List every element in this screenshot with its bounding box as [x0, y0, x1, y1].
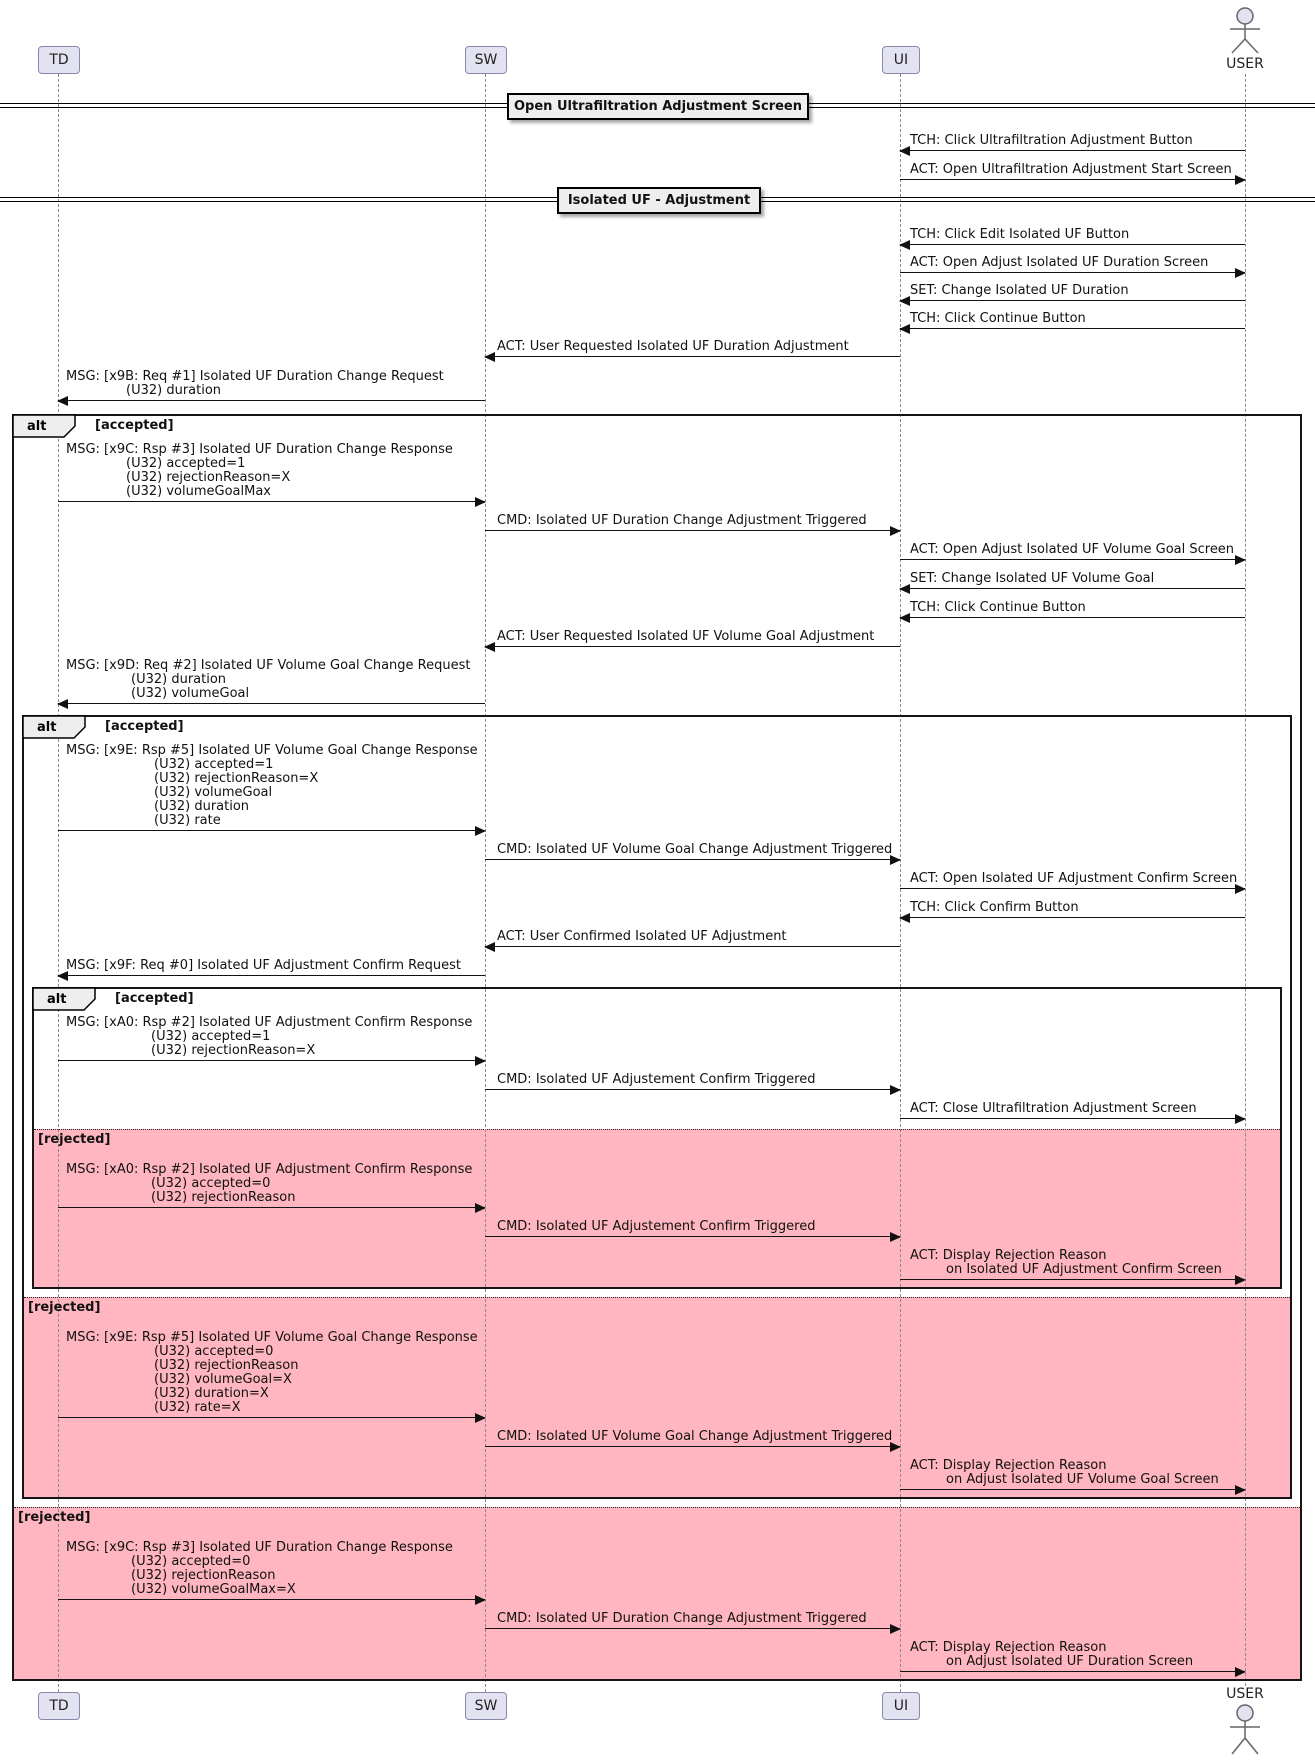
participant-sw-header — [465, 46, 507, 74]
alt2-guard-rejected: [rejected] — [28, 1300, 101, 1315]
message-label: MSG: [xA0: Rsp #2] Isolated UF Adjustment Confirm Response (U32) accepted=0 (U32) rejectionReason — [66, 1162, 473, 1205]
arrowhead-right-icon — [1235, 884, 1246, 894]
message-label: MSG: [x9E: Rsp #5] Isolated UF Volume Goal Change Response (U32) accepted=0 (U32) rejectionReason (U32) volumeGoal=X (U32) duration=X (U32) rate=X — [66, 1330, 478, 1415]
arrowhead-right-icon — [1235, 1275, 1246, 1285]
arrowhead-right-icon — [1235, 1485, 1246, 1495]
message-arrow — [485, 1089, 900, 1090]
message-label: MSG: [x9C: Rsp #3] Isolated UF Duration Change Response (U32) accepted=1 (U32) rejectionReason=X (U32) volumeGoalMax — [66, 442, 453, 499]
message-label: ACT: Open Ultrafiltration Adjustment Start Screen — [910, 162, 1232, 177]
message-arrow — [900, 1279, 1245, 1280]
message-label: SET: Change Isolated UF Duration — [910, 283, 1129, 298]
arrowhead-right-icon — [890, 1442, 901, 1452]
message-label: ACT: Display Rejection Reason on Adjust Isolated UF Duration Screen — [910, 1640, 1194, 1669]
arrowhead-left-icon — [484, 642, 495, 652]
message-arrow — [900, 179, 1245, 180]
participant-ui-header — [882, 46, 920, 74]
message-label: MSG: [x9E: Rsp #5] Isolated UF Volume Goal Change Response (U32) accepted=1 (U32) rejectionReason=X (U32) volumeGoal (U32) duration (U32) rate — [66, 743, 478, 828]
message-arrow — [900, 244, 1245, 245]
message-arrow — [58, 1060, 485, 1061]
arrowhead-left-icon — [899, 146, 910, 156]
message-label: TCH: Click Ultrafiltration Adjustment Button — [910, 133, 1193, 148]
arrowhead-right-icon — [890, 1624, 901, 1634]
message-label: SET: Change Isolated UF Volume Goal — [910, 571, 1155, 586]
message-arrow — [900, 150, 1245, 151]
message-arrow — [58, 1417, 485, 1418]
actor-user-footer-label: USER — [1226, 1686, 1264, 1702]
arrowhead-right-icon — [475, 497, 486, 507]
arrowhead-left-icon — [899, 296, 910, 306]
arrowhead-right-icon — [1235, 1114, 1246, 1124]
arrowhead-right-icon — [475, 1056, 486, 1066]
arrowhead-right-icon — [475, 1595, 486, 1605]
message-label: MSG: [xA0: Rsp #2] Isolated UF Adjustment Confirm Response (U32) accepted=1 (U32) rejectionReason=X — [66, 1015, 473, 1058]
alt1-guard-rejected: [rejected] — [18, 1510, 91, 1525]
arrowhead-left-icon — [899, 324, 910, 334]
message-arrow — [900, 1671, 1245, 1672]
message-arrow — [58, 703, 485, 704]
message-arrow — [900, 617, 1245, 618]
message-label: TCH: Click Edit Isolated UF Button — [910, 227, 1130, 242]
message-label: CMD: Isolated UF Volume Goal Change Adjustment Triggered — [497, 1429, 893, 1444]
message-arrow — [485, 946, 900, 947]
participant-td-footer — [38, 1692, 80, 1720]
message-arrow — [58, 975, 485, 976]
message-arrow — [900, 272, 1245, 273]
svg-text:alt: alt — [37, 720, 57, 735]
participant-ui-footer — [882, 1692, 920, 1720]
message-label: MSG: [x9C: Rsp #3] Isolated UF Duration Change Response (U32) accepted=0 (U32) rejectionReason (U32) volumeGoalMax=X — [66, 1540, 453, 1597]
message-label: CMD: Isolated UF Duration Change Adjustment Triggered — [497, 1611, 867, 1626]
message-arrow — [58, 1599, 485, 1600]
arrowhead-right-icon — [475, 1203, 486, 1213]
message-label: ACT: Open Adjust Isolated UF Duration Screen — [910, 255, 1209, 270]
message-arrow — [485, 646, 900, 647]
message-arrow — [900, 559, 1245, 560]
message-arrow — [58, 1207, 485, 1208]
arrowhead-left-icon — [899, 240, 910, 250]
message-label: TCH: Click Continue Button — [910, 311, 1086, 326]
divider-1-title: Open Ultrafiltration Adjustment Screen — [514, 99, 802, 114]
message-arrow — [485, 356, 900, 357]
message-arrow — [58, 830, 485, 831]
participant-td-label: TD — [49, 52, 69, 68]
message-arrow — [485, 530, 900, 531]
message-arrow — [58, 501, 485, 502]
alt3-guard-rejected: [rejected] — [38, 1132, 111, 1147]
message-label: MSG: [x9D: Req #2] Isolated UF Volume Goal Change Request (U32) duration (U32) volumeGoal — [66, 658, 471, 701]
arrowhead-right-icon — [475, 1413, 486, 1423]
message-label: ACT: User Requested Isolated UF Volume Goal Adjustment — [497, 629, 875, 644]
alt1-operator-pentagon — [12, 414, 76, 438]
message-arrow — [485, 859, 900, 860]
message-label: TCH: Click Confirm Button — [910, 900, 1079, 915]
arrowhead-left-icon — [484, 352, 495, 362]
participant-td-label: TD — [49, 1698, 69, 1714]
divider-2 — [557, 187, 761, 214]
arrowhead-right-icon — [1235, 268, 1246, 278]
message-arrow — [900, 1118, 1245, 1119]
divider-2-title: Isolated UF - Adjustment — [567, 193, 751, 208]
message-label: CMD: Isolated UF Volume Goal Change Adjustment Triggered — [497, 842, 893, 857]
divider-1 — [507, 93, 809, 120]
message-label: ACT: User Requested Isolated UF Duration Adjustment — [497, 339, 849, 354]
message-arrow — [900, 588, 1245, 589]
arrowhead-right-icon — [1235, 175, 1246, 185]
message-arrow — [900, 888, 1245, 889]
message-label: ACT: Display Rejection Reason on Adjust Isolated UF Volume Goal Screen — [910, 1458, 1219, 1487]
alt2-guard-accepted: [accepted] — [105, 719, 184, 734]
message-label: ACT: Close Ultrafiltration Adjustment Screen — [910, 1101, 1197, 1116]
arrowhead-left-icon — [899, 913, 910, 923]
participant-sw-label: SW — [474, 1698, 498, 1714]
message-label: ACT: Open Adjust Isolated UF Volume Goal Screen — [910, 542, 1235, 557]
arrowhead-left-icon — [484, 942, 495, 952]
message-label: ACT: Open Isolated UF Adjustment Confirm Screen — [910, 871, 1238, 886]
arrowhead-right-icon — [890, 1085, 901, 1095]
message-label: CMD: Isolated UF Adjustement Confirm Triggered — [497, 1072, 816, 1087]
participant-sw-label: SW — [474, 52, 498, 68]
arrowhead-right-icon — [890, 1232, 901, 1242]
message-label: MSG: [x9B: Req #1] Isolated UF Duration Change Request (U32) duration — [66, 369, 444, 398]
arrowhead-right-icon — [890, 526, 901, 536]
actor-user-header-label: USER — [1226, 56, 1264, 72]
alt3-guard-accepted: [accepted] — [115, 991, 194, 1006]
message-label: CMD: Isolated UF Duration Change Adjustment Triggered — [497, 513, 867, 528]
actor-user-icon — [1221, 1702, 1269, 1756]
message-label: CMD: Isolated UF Adjustement Confirm Triggered — [497, 1219, 816, 1234]
arrowhead-right-icon — [1235, 1667, 1246, 1677]
arrowhead-right-icon — [890, 855, 901, 865]
arrowhead-left-icon — [899, 584, 910, 594]
message-arrow — [485, 1628, 900, 1629]
participant-ui-label: UI — [893, 52, 909, 68]
message-arrow — [485, 1236, 900, 1237]
message-label: ACT: User Confirmed Isolated UF Adjustment — [497, 929, 787, 944]
actor-user-icon — [1221, 5, 1269, 55]
message-arrow — [900, 1489, 1245, 1490]
arrowhead-left-icon — [57, 396, 68, 406]
alt1-guard-accepted: [accepted] — [95, 418, 174, 433]
message-label: TCH: Click Continue Button — [910, 600, 1086, 615]
message-arrow — [900, 917, 1245, 918]
message-label: MSG: [x9F: Req #0] Isolated UF Adjustment Confirm Request — [66, 958, 461, 973]
alt2-operator-pentagon — [22, 715, 86, 739]
alt3-operator-pentagon — [32, 987, 96, 1011]
message-arrow — [485, 1446, 900, 1447]
arrowhead-left-icon — [899, 613, 910, 623]
arrowhead-left-icon — [57, 699, 68, 709]
svg-text:alt: alt — [27, 419, 47, 434]
message-arrow — [900, 300, 1245, 301]
participant-sw-footer — [465, 1692, 507, 1720]
svg-text:alt: alt — [47, 992, 67, 1007]
message-arrow — [900, 328, 1245, 329]
participant-ui-label: UI — [893, 1698, 909, 1714]
arrowhead-right-icon — [1235, 555, 1246, 565]
participant-td-header — [38, 46, 80, 74]
message-label: ACT: Display Rejection Reason on Isolated UF Adjustment Confirm Screen — [910, 1248, 1222, 1277]
message-arrow — [58, 400, 485, 401]
arrowhead-left-icon — [57, 971, 68, 981]
arrowhead-right-icon — [475, 826, 486, 836]
